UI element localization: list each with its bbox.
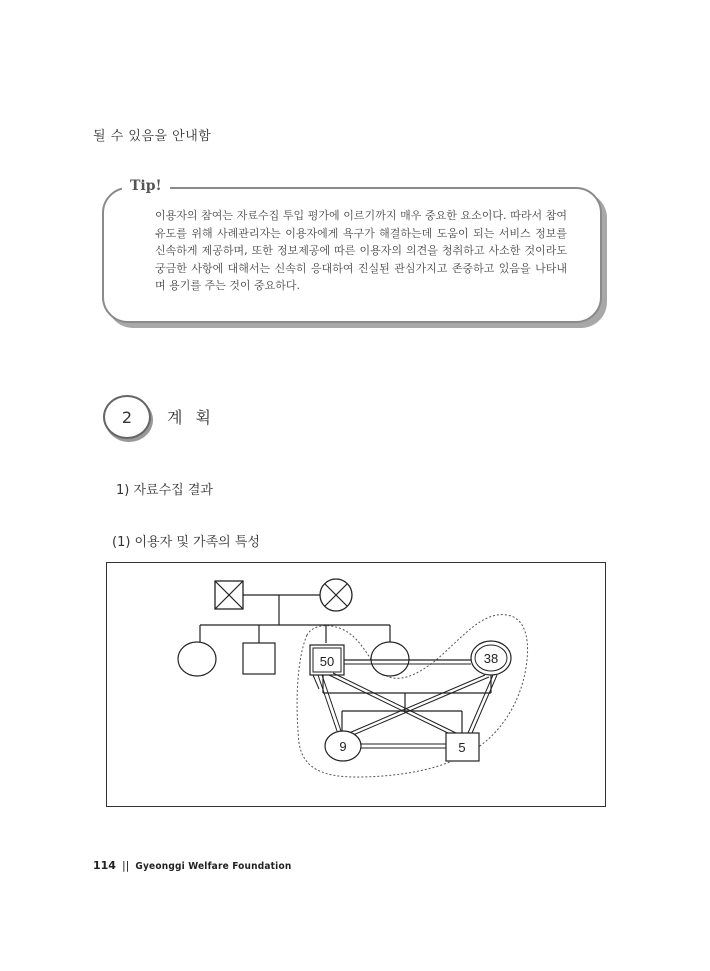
footer-organization: Gyeonggi Welfare Foundation [135, 861, 292, 872]
son-age: 5 [458, 740, 466, 755]
footer-separator: || [121, 859, 130, 872]
intro-line: 될 수 있음을 안내함 [93, 129, 212, 144]
subheading-family-characteristics: (1) 이용자 및 가족의 특성 [112, 535, 260, 550]
brother-square [243, 643, 275, 674]
spouse-age: 38 [483, 651, 499, 666]
tip-label: Tip! [122, 178, 170, 194]
daughter-age: 9 [339, 739, 347, 754]
subheading-data-collection: 1) 자료수집 결과 [116, 483, 213, 498]
sister-circle [178, 642, 216, 676]
sister-2-circle [371, 642, 409, 676]
page-footer [93, 859, 291, 872]
section-title: 계 획 [167, 408, 215, 427]
genogram-svg [107, 563, 605, 806]
page-number: 114 [93, 859, 116, 872]
section-number: 2 [103, 395, 151, 439]
client-age: 50 [319, 654, 335, 669]
genogram-diagram [106, 562, 606, 807]
tip-text: 이용자의 참여는 자료수집 투입 평가에 이르기까지 매우 중요한 요소이다. 따라서 참여 유도를 위해 사례관리자는 이용자에게 욕구가 해결하는데 도움이 되는 서비스 정보를 신속하게 제공하며, 또한 정보제공에 따른 이용자의 의견을 청취하고 사소한 것이라도 궁금한 사항에 대해서는 신속히 응대하여 진실된 관심가지고 존중하고 있음을 나타내며 용기를 주는 것이 중요하다. [155, 209, 567, 292]
